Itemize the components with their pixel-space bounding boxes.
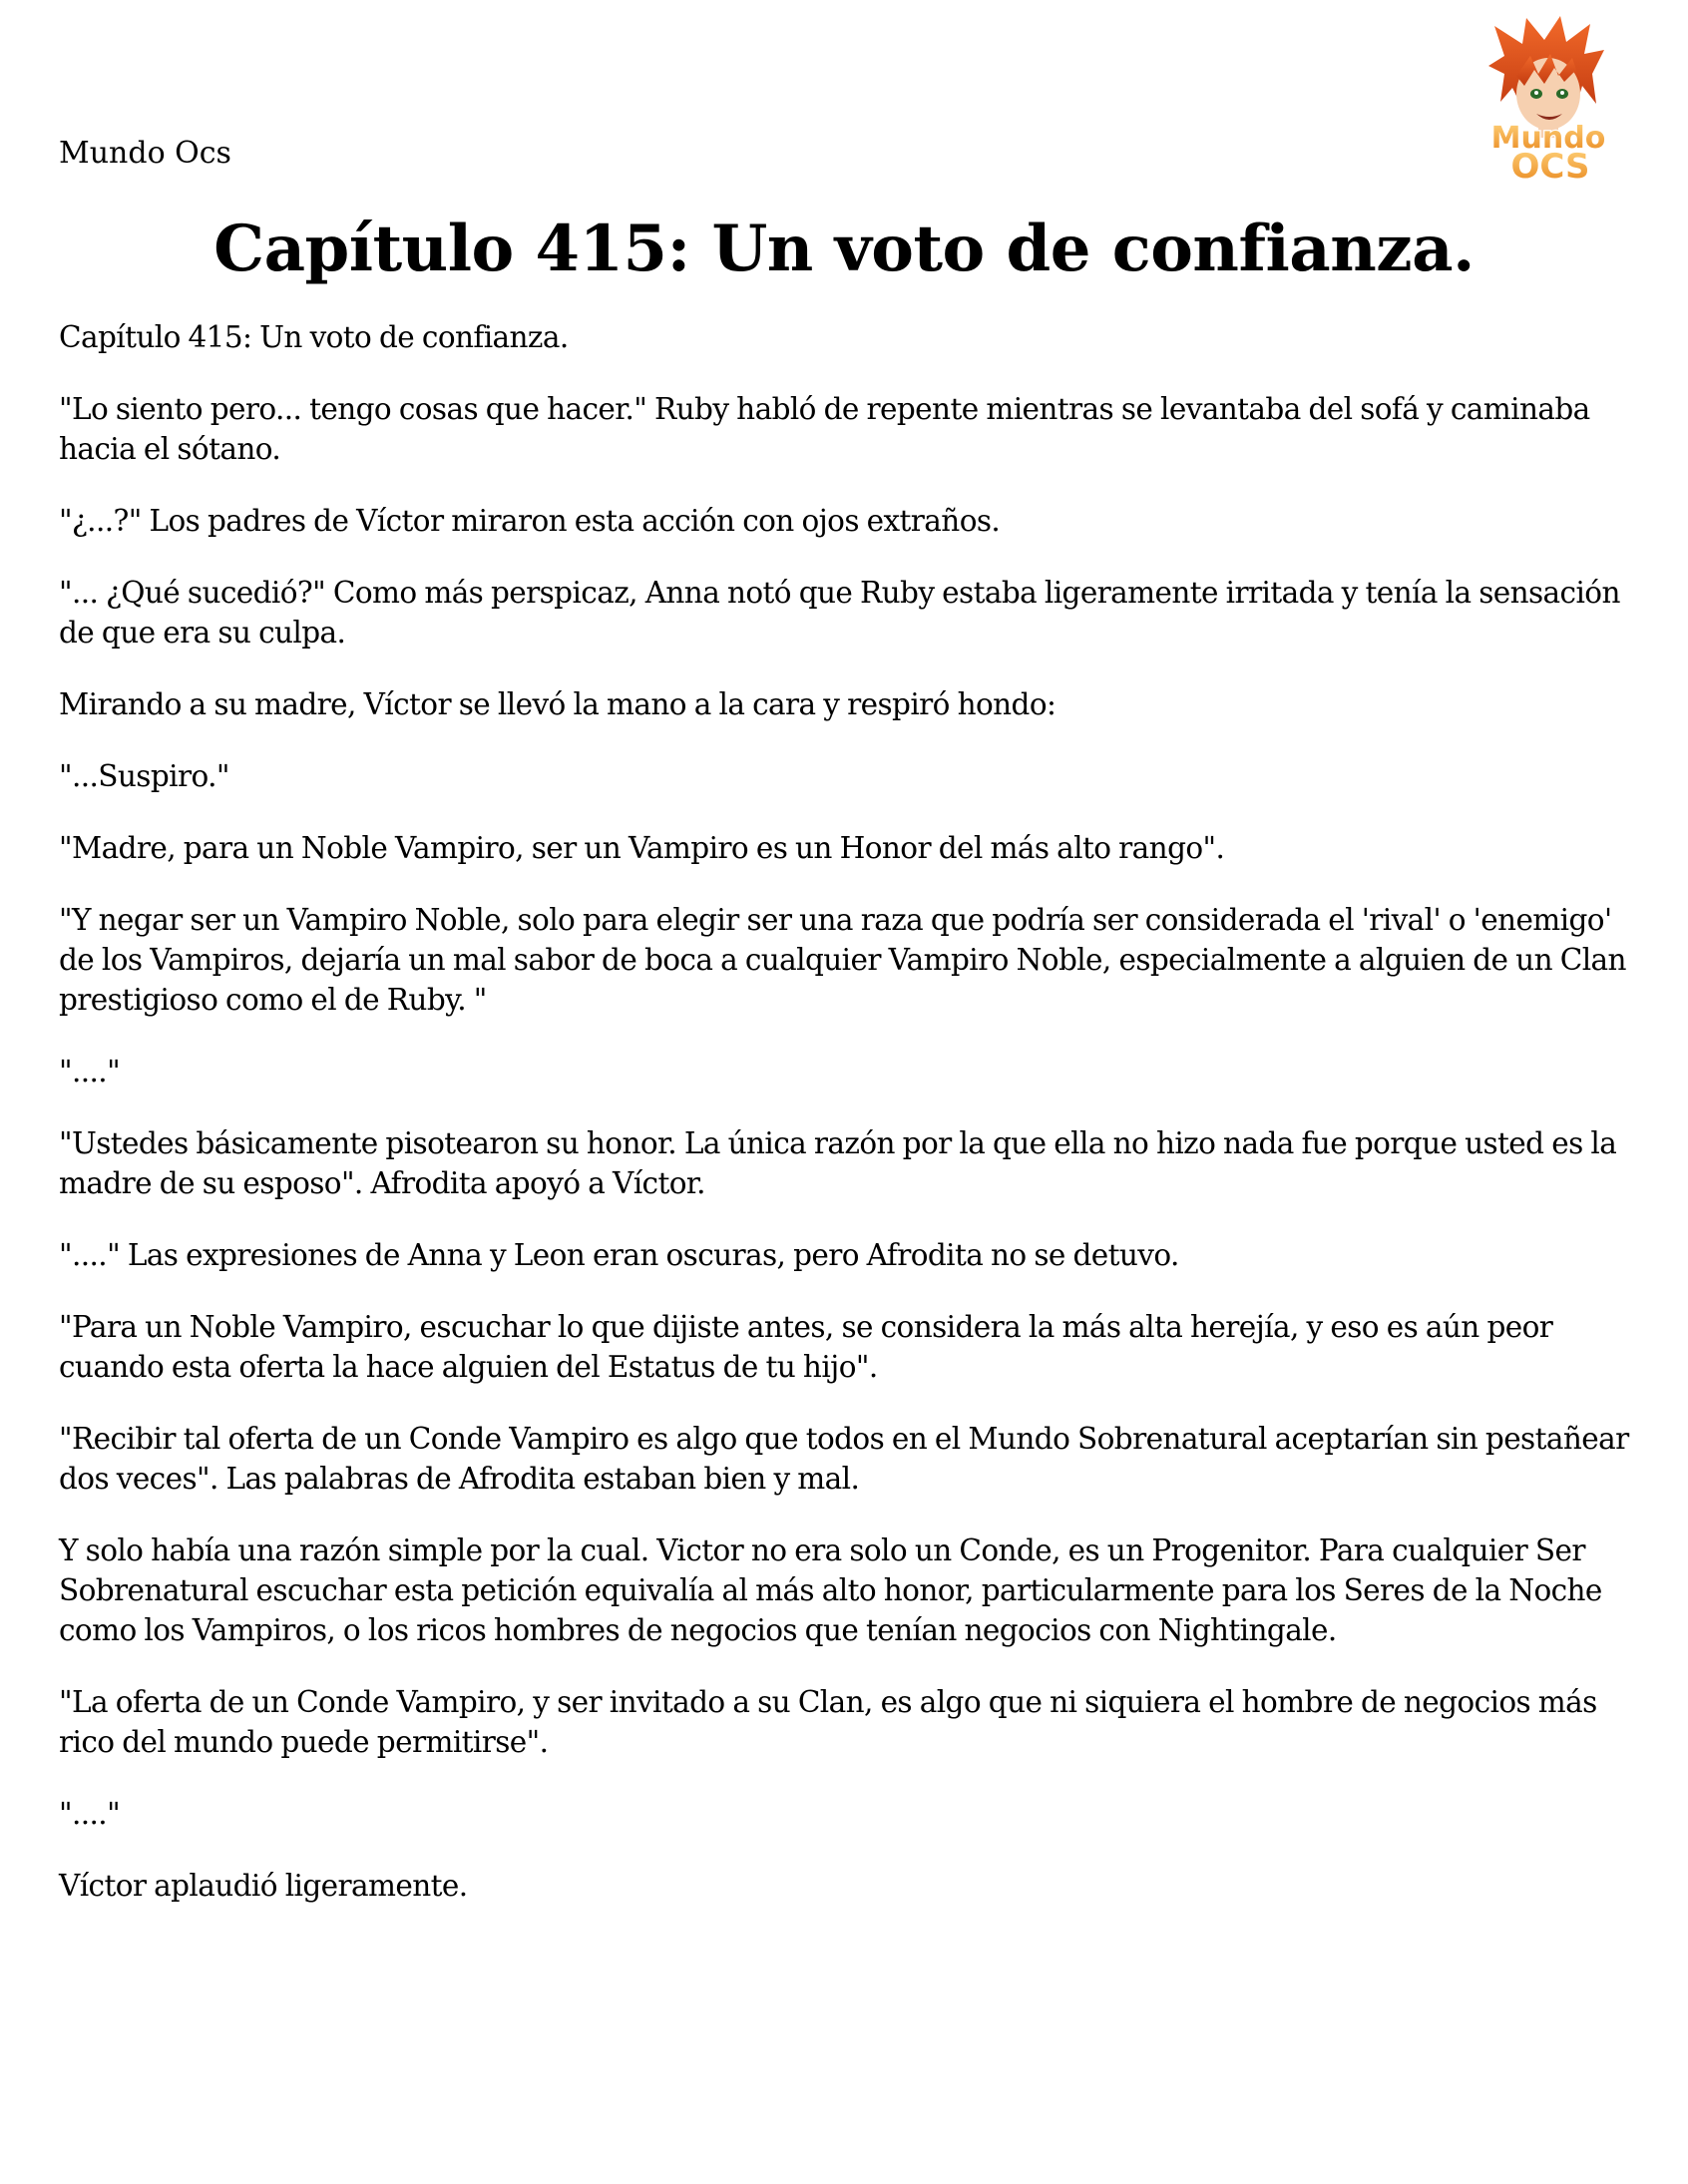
mundo-ocs-logo [1465,16,1632,186]
paragraph: "Ustedes básicamente pisotearon su honor. La única razón por la que ella no hizo nada fue porque usted es la madre de su esposo". Afrodita apoyó a Víctor. [59,1126,1617,1200]
mundo-ocs-logo-image [1465,16,1632,186]
paragraph: Y solo había una razón simple por la cual. Victor no era solo un Conde, es un Progenitor. Para cualquier Ser Sobrenatural escuchar esta petición equivalía al más alto honor, particularmente para los Seres de la Noche como los Vampiros, o los ricos hombres de negocios que tenían negocios con Nightingale. [59,1533,1602,1647]
paragraph: "...." [59,1797,121,1831]
paragraph: "¿...?" Los padres de Víctor miraron esta acción con ojos extraños. [59,504,1001,538]
paragraph: Mirando a su madre, Víctor se llevó la mano a la cara y respiró hondo: [59,687,1056,721]
paragraph: Capítulo 415: Un voto de confianza. [59,320,569,354]
paragraph: "...." [59,1055,121,1089]
paragraph: "...." Las expresiones de Anna y Leon eran oscuras, pero Afrodita no se detuvo. [59,1238,1179,1272]
paragraph: "Y negar ser un Vampiro Noble, solo para elegir ser una raza que podría ser considerada el 'rival' o 'enemigo' de los Vampiros, dejaría un mal sabor de boca a cualquier Vampiro Noble, especialmente a alguien de un Clan prestigioso como el de Ruby. " [59,903,1626,1017]
chapter-body [59,317,1640,1938]
paragraph: "Lo siento pero... tengo cosas que hacer." Ruby habló de repente mientras se levantaba del sofá y caminaba hacia el sótano. [59,392,1590,466]
chapter-title: Capítulo 415: Un voto de confianza. [213,212,1475,286]
paragraph: "...Suspiro." [59,759,229,793]
site-name-header: Mundo Ocs [59,136,231,171]
paragraph: "Recibir tal oferta de un Conde Vampiro es algo que todos en el Mundo Sobrenatural aceptarían sin pestañear dos veces". Las palabras de Afrodita estaban bien y mal. [59,1422,1629,1496]
paragraph: Víctor aplaudió ligeramente. [59,1869,468,1903]
logo-text-mundo: Mundo [1490,121,1606,156]
paragraph: "La oferta de un Conde Vampiro, y ser invitado a su Clan, es algo que ni siquiera el hombre de negocios más rico del mundo puede permitirse". [59,1685,1597,1759]
paragraph: "... ¿Qué sucedió?" Como más perspicaz, Anna notó que Ruby estaba ligeramente irritada y tenía la sensación de que era su culpa. [59,576,1620,650]
paragraph: "Para un Noble Vampiro, escuchar lo que dijiste antes, se considera la más alta herejía, y eso es aún peor cuando esta oferta la hace alguien del Estatus de tu hijo". [59,1310,1553,1384]
paragraph: "Madre, para un Noble Vampiro, ser un Vampiro es un Honor del más alto rango". [59,831,1225,865]
logo-text-ocs: OCS [1510,147,1590,186]
